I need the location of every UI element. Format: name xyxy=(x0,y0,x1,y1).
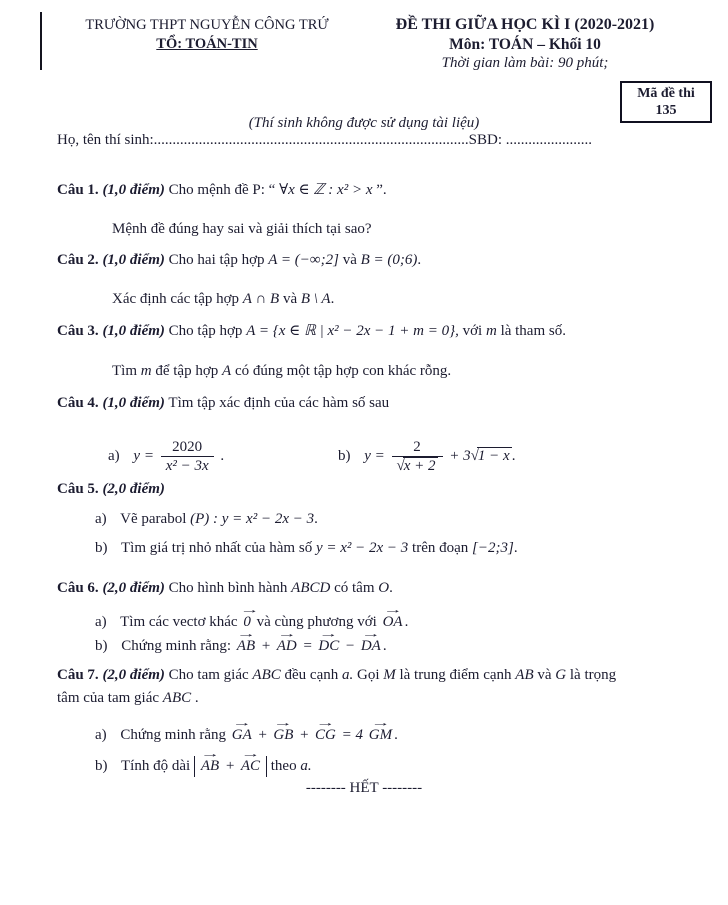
question-points: (1,0 điểm) xyxy=(102,395,165,411)
math-run: m xyxy=(140,363,152,379)
question-4 xyxy=(57,394,389,414)
math-run: A xyxy=(222,363,232,379)
math-operator: + xyxy=(257,727,268,743)
vector xyxy=(318,627,340,657)
radical-body: 1 − x xyxy=(477,447,510,464)
math-operator: + xyxy=(224,758,236,774)
question-text: Cho hình bình hành xyxy=(168,580,288,596)
math-operator: − xyxy=(344,638,356,654)
question-7b xyxy=(95,747,312,777)
question-text: có đúng một tập hợp con khác rỗng. xyxy=(234,363,452,379)
department-name: TỔ: TOÁN-TIN xyxy=(156,36,258,52)
question-label: Câu 7. xyxy=(57,667,99,683)
radical-body: x + 2 xyxy=(403,458,436,474)
math-operator: = 4 xyxy=(341,727,363,743)
fraction-denominator: x² − 3x xyxy=(161,456,214,475)
sqrt-icon: √ xyxy=(470,447,479,464)
question-text: . xyxy=(194,690,199,706)
question-text: . xyxy=(404,614,409,630)
math-run: y = xyxy=(364,447,385,464)
question-text: Vẽ parabol xyxy=(120,511,187,527)
question-7 xyxy=(57,666,616,686)
item-label: b) xyxy=(95,540,108,556)
question-text: để tập hợp xyxy=(155,363,219,379)
vector-letters: AD xyxy=(276,638,297,654)
exam-code-label: Mã đề thi xyxy=(637,86,695,101)
exam-notice: (Thí sinh không được sử dụng tài liệu) xyxy=(248,115,480,131)
question-text: và xyxy=(537,667,552,683)
question-text: Cho tập hợp xyxy=(168,323,243,339)
vector xyxy=(273,716,294,746)
vector-arrow-icon: → xyxy=(361,627,381,640)
question-points: (2,0 điểm) xyxy=(102,667,165,683)
question-text: . xyxy=(511,447,516,464)
question-text: với xyxy=(462,323,483,339)
vector xyxy=(368,716,393,746)
question-2-line2 xyxy=(112,290,334,310)
question-label: Câu 2. xyxy=(57,252,99,268)
question-points: (1,0 điểm) xyxy=(102,323,165,339)
question-text: Cho mệnh đề P: “ xyxy=(168,182,276,198)
question-text: Cho tam giác xyxy=(168,667,249,683)
vector-arrow-icon: → xyxy=(236,627,256,640)
vector xyxy=(360,627,381,657)
vector-letters: DC xyxy=(318,638,340,654)
question-label: Câu 4. xyxy=(57,395,99,411)
end-of-exam-marker: -------- HẾT -------- xyxy=(305,780,423,796)
school-name: TRƯỜNG THPT NGUYỄN CÔNG TRỨ xyxy=(85,17,329,33)
question-label: Câu 3. xyxy=(57,323,99,339)
question-label: Câu 5. xyxy=(57,481,99,497)
question-text: . xyxy=(330,291,335,307)
math-run: A ∩ B xyxy=(242,291,280,307)
vector-letters: AB xyxy=(236,638,256,654)
question-text: . xyxy=(389,580,393,596)
question-text: Tìm xyxy=(112,363,137,379)
question-3 xyxy=(57,322,566,342)
math-operator: + xyxy=(299,727,310,743)
question-7-line2 xyxy=(57,689,199,709)
vector xyxy=(236,627,256,657)
fraction-denominator xyxy=(392,456,443,475)
math-run: y = x² − 2x − 3 xyxy=(315,540,409,556)
math-run: ABC xyxy=(162,690,192,706)
fraction-numerator: 2 xyxy=(413,439,421,455)
vector-arrow-icon: → xyxy=(315,716,336,729)
question-text: . xyxy=(417,252,422,268)
question-text: trên đoạn xyxy=(412,540,469,556)
math-run: B = (0;6) xyxy=(360,252,418,268)
question-1-line2: Mệnh đề đúng hay sai và giải thích tại sao? xyxy=(112,221,372,237)
question-5 xyxy=(57,480,165,500)
fraction xyxy=(161,438,214,475)
vector-letters: GA xyxy=(231,727,252,743)
vector-arrow-icon: → xyxy=(240,603,260,616)
question-text: Tính độ dài xyxy=(120,758,191,774)
vector xyxy=(276,627,297,657)
vector-arrow-icon: → xyxy=(200,747,220,760)
vector-letters: 0 xyxy=(243,614,251,630)
vector xyxy=(315,716,336,746)
question-points: (1,0 điểm) xyxy=(102,252,165,268)
question-label: Câu 6. xyxy=(57,580,99,596)
question-text: Cho hai tập hợp xyxy=(168,252,265,268)
vector-arrow-icon: → xyxy=(232,716,252,729)
math-operator: = xyxy=(302,638,313,654)
scan-artifact-line xyxy=(40,12,42,70)
radical xyxy=(397,458,438,474)
candidate-name-label: Họ, tên thí sinh: xyxy=(57,132,154,148)
question-text: theo xyxy=(270,758,297,774)
math-run: (P) : y = x² − 2x − 3 xyxy=(190,511,315,527)
question-text: ”. xyxy=(376,182,387,198)
question-1 xyxy=(57,181,387,201)
vector xyxy=(240,747,261,777)
question-text: Tìm giá trị nhỏ nhất của hàm số xyxy=(120,540,313,556)
math-run: m xyxy=(485,323,497,339)
math-run: ∀x ∈ ℤ : x² > x xyxy=(279,182,373,198)
fraction-numerator: 2020 xyxy=(172,439,203,455)
vector-letters: OA xyxy=(382,614,403,630)
question-text: có tâm xyxy=(334,580,375,596)
vector-arrow-icon: → xyxy=(277,627,297,640)
math-run: M xyxy=(383,667,396,683)
sqrt-icon: √ xyxy=(396,458,405,474)
vector-arrow-icon: → xyxy=(370,716,391,729)
vector-letters: GB xyxy=(273,727,294,743)
math-run: A = (−∞;2] xyxy=(268,252,339,268)
question-4b xyxy=(338,438,515,475)
question-3-line2 xyxy=(112,362,451,382)
candidate-name-dots: .................................................................................... xyxy=(153,132,469,148)
vector xyxy=(231,716,252,746)
math-run: B \ A xyxy=(300,291,331,307)
question-text: và xyxy=(282,291,298,307)
question-text: . xyxy=(513,540,518,556)
math-run: y = xyxy=(133,447,154,464)
question-5b xyxy=(95,539,518,559)
math-run: ABCD xyxy=(291,580,331,596)
vector-arrow-icon: → xyxy=(382,603,403,616)
exam-subject: Môn: TOÁN – Khối 10 xyxy=(449,36,601,53)
question-text: là trọng xyxy=(569,667,617,683)
vector-arrow-icon: → xyxy=(240,747,261,760)
vector-letters: GM xyxy=(368,727,393,743)
vector-letters: AC xyxy=(240,758,261,774)
question-text: Chứng minh rằng xyxy=(120,727,227,743)
math-run: A = {x ∈ ℝ | x² − 2x − 1 + m = 0}, xyxy=(246,323,459,339)
vector-letters: DA xyxy=(360,638,381,654)
item-label: b) xyxy=(95,638,108,654)
math-run: a. xyxy=(300,758,312,774)
math-run: O xyxy=(378,580,390,596)
question-text: Xác định các tập hợp xyxy=(112,291,240,307)
question-text: Gọi xyxy=(356,667,380,683)
item-label: a) xyxy=(95,727,107,743)
math-operator: + xyxy=(260,638,271,654)
question-points: (2,0 điểm) xyxy=(102,481,165,497)
math-run: a. xyxy=(341,667,354,683)
question-text: và xyxy=(342,252,357,268)
vector-letters: AB xyxy=(200,758,220,774)
vector-arrow-icon: → xyxy=(319,627,339,640)
item-label: a) xyxy=(95,614,107,630)
sbd-dots: ....................... xyxy=(505,132,593,148)
item-label: b) xyxy=(95,758,108,774)
question-points: (1,0 điểm) xyxy=(102,182,165,198)
vector-letters: CG xyxy=(315,727,336,743)
question-text: . xyxy=(220,447,225,464)
exam-code-value: 135 xyxy=(655,103,677,118)
question-text: đều cạnh xyxy=(284,667,339,683)
exam-title: ĐỀ THI GIỮA HỌC KÌ I (2020-2021) xyxy=(395,16,655,33)
math-run: G xyxy=(555,667,567,683)
header-exam-block xyxy=(375,14,675,73)
question-text: . xyxy=(394,727,398,743)
vector-arrow-icon: → xyxy=(273,716,294,729)
item-label: a) xyxy=(95,511,107,527)
question-text: . xyxy=(314,511,318,527)
item-label: a) xyxy=(108,447,120,464)
math-run: ABC xyxy=(252,667,281,683)
sbd-label: SBD: xyxy=(468,132,503,148)
question-points: (2,0 điểm) xyxy=(102,580,165,596)
question-label: Câu 1. xyxy=(57,182,99,198)
math-run: AB xyxy=(515,667,534,683)
vector xyxy=(200,747,220,777)
question-7a xyxy=(95,716,398,746)
question-6b xyxy=(95,627,387,657)
question-text: Chứng minh rằng: xyxy=(121,638,232,654)
candidate-info-line xyxy=(57,131,592,151)
question-text: . xyxy=(382,638,387,654)
math-run: + 3 xyxy=(449,447,471,464)
question-text: tâm của tam giác xyxy=(57,690,160,706)
question-text: là tham số. xyxy=(500,323,566,339)
absolute-value-expression xyxy=(194,747,267,777)
question-text: và cùng phương với xyxy=(256,614,377,630)
fraction xyxy=(392,438,443,475)
radical xyxy=(471,448,512,464)
header-school-block xyxy=(57,16,357,54)
math-run: [−2;3] xyxy=(472,540,514,556)
question-text: là trung điểm cạnh xyxy=(399,667,512,683)
exam-duration: Thời gian làm bài: 90 phút; xyxy=(441,55,609,71)
question-text: Tìm tập xác định của các hàm số sau xyxy=(168,395,390,411)
question-5a xyxy=(95,510,318,530)
question-4a xyxy=(108,438,224,475)
question-2 xyxy=(57,251,421,271)
question-text: Tìm các vectơ khác xyxy=(120,614,238,630)
question-6 xyxy=(57,579,393,599)
item-label: b) xyxy=(338,447,351,464)
